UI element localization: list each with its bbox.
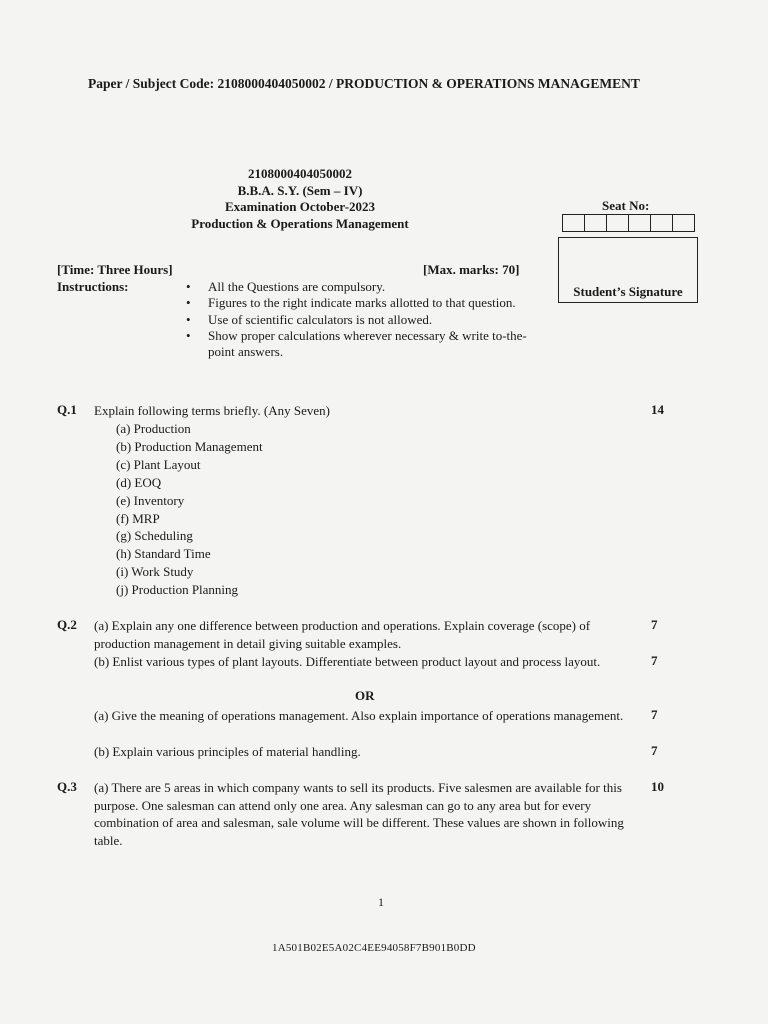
- instruction-item: • Figures to the right indicate marks allotted to that question.: [186, 295, 516, 311]
- q3-part-a: (a) There are 5 areas in which company wants to sell its products. Five salesmen are available for this purpose. One salesman can attend only one area. Any salesman can go to any area but for every combination of area and salesman, sale volume will be different. These values are shown in following table.: [94, 780, 624, 848]
- seat-digit-box: [629, 215, 651, 231]
- instruction-item: • Use of scientific calculators is not allowed.: [186, 311, 433, 327]
- paper-code-header: Paper / Subject Code: 2108000404050002 / PRODUCTION & OPERATIONS MANAGEMENT: [88, 76, 640, 91]
- list-item: (g) Scheduling: [116, 528, 193, 544]
- time-allowed: [Time: Three Hours]: [57, 262, 173, 277]
- q1-marks: 14: [651, 402, 664, 417]
- bullet-icon: •: [186, 295, 191, 311]
- list-item: (i) Work Study: [116, 564, 194, 580]
- seat-number-label: Seat No:: [602, 198, 650, 213]
- seat-number-boxes: [562, 214, 695, 232]
- footer-code: 1A501B02E5A02C4EE94058F7B901B0DD: [272, 942, 476, 954]
- q2-part-b-marks: 7: [651, 653, 658, 668]
- seat-digit-box: [651, 215, 673, 231]
- exam-code: 2108000404050002: [248, 166, 352, 181]
- bullet-icon: •: [186, 327, 191, 343]
- list-item: (c) Plant Layout: [116, 456, 201, 472]
- list-item: (e) Inventory: [116, 492, 185, 508]
- max-marks: [Max. marks: 70]: [423, 262, 520, 277]
- seat-digit-box: [607, 215, 629, 231]
- q2-alt-part-b: (b) Explain various principles of material handling.: [94, 744, 361, 759]
- or-divider: OR: [355, 688, 375, 703]
- list-item: (j) Production Planning: [116, 582, 239, 598]
- q2-part-b: (b) Enlist various types of plant layouts. Differentiate between product layout and process layout.: [94, 654, 601, 669]
- list-item: (f) MRP: [116, 510, 160, 526]
- q1-number: Q.1: [57, 402, 77, 417]
- bullet-icon: •: [186, 279, 191, 294]
- seat-digit-box: [673, 215, 694, 231]
- page-number: 1: [378, 895, 384, 909]
- q2-alt-part-b-marks: 7: [651, 743, 658, 758]
- list-item: (d) EOQ: [116, 474, 162, 490]
- subject-name: Production & Operations Management: [191, 215, 409, 231]
- bullet-icon: •: [186, 311, 191, 327]
- list-item: (h) Standard Time: [116, 546, 211, 562]
- q2-alt-part-a: (a) Give the meaning of operations management. Also explain importance of operations management.: [94, 708, 624, 723]
- course-name: B.B.A. S.Y. (Sem – IV): [237, 182, 363, 198]
- list-item: (b) Production Management: [116, 438, 263, 454]
- signature-label: Student’s Signature: [573, 284, 683, 299]
- q1-text: Explain following terms briefly. (Any Seven): [94, 403, 330, 418]
- student-signature-box: [558, 237, 698, 303]
- q2-part-a-marks: 7: [651, 617, 658, 632]
- instructions-list: [186, 279, 546, 360]
- seat-digit-box: [563, 215, 585, 231]
- q3-number: Q.3: [57, 779, 77, 794]
- instructions-label: Instructions:: [57, 279, 129, 294]
- exam-title-block: [160, 166, 440, 232]
- instruction-item: • Show proper calculations wherever necessary & write to-the-point answers.: [186, 327, 527, 360]
- q3-part-a-marks: 10: [651, 779, 664, 794]
- q2-number: Q.2: [57, 617, 77, 632]
- seat-digit-box: [585, 215, 607, 231]
- instruction-item: • All the Questions are compulsory.: [186, 279, 386, 294]
- list-item: (a) Production: [116, 421, 191, 436]
- q2-part-a: (a) Explain any one difference between production and operations. Explain coverage (scope) of production management in detail giving suitable examples.: [94, 618, 591, 651]
- q2-alt-part-a-marks: 7: [651, 707, 658, 722]
- exam-session: Examination October-2023: [224, 199, 376, 214]
- q1-terms-list: [116, 420, 263, 599]
